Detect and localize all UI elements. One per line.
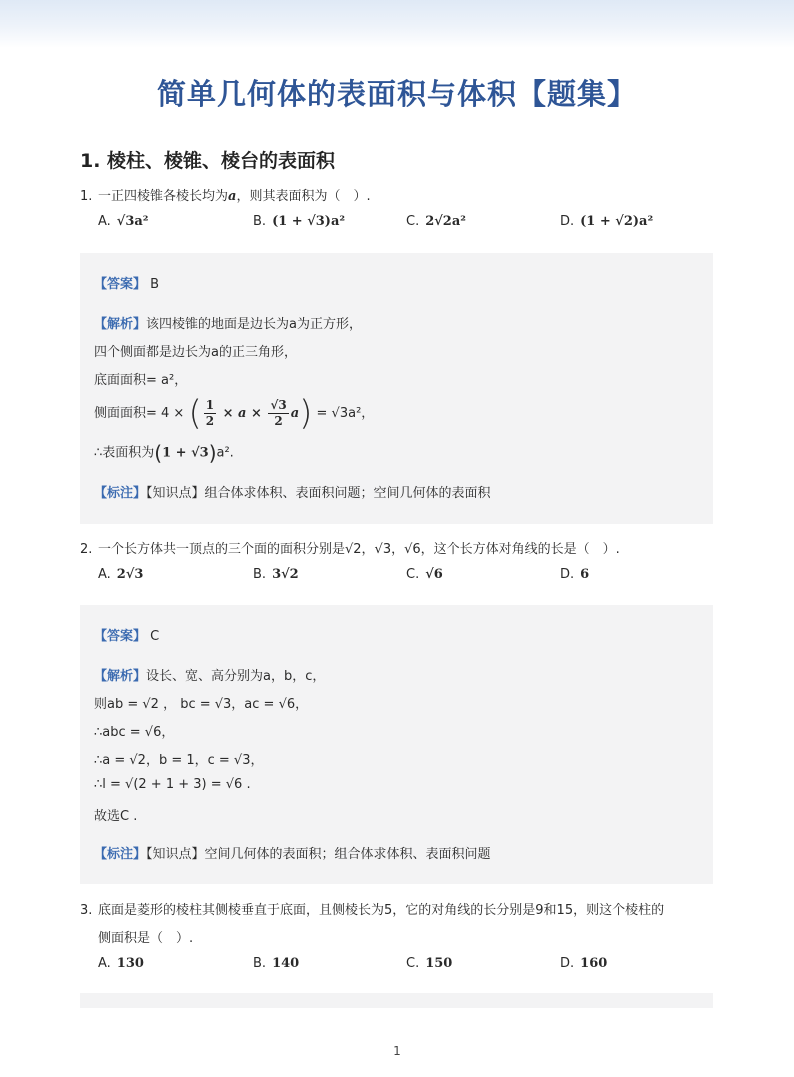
option-a[interactable]: A. 130 xyxy=(98,956,144,971)
option-c[interactable]: C. 150 xyxy=(406,956,453,971)
analysis-line: ∴l = √(2 + 1 + 3) = √6 . xyxy=(94,777,251,792)
analysis-line: 则ab = √2 ， bc = √3，ac = √6， xyxy=(94,697,309,712)
fraction-one-half: $\frac{1}{2}$ xyxy=(205,398,215,428)
note-line: 【标注】【知识点】组合体求体积、表面积问题；空间几何体的表面积 xyxy=(94,486,491,501)
answer-box-2 xyxy=(80,605,713,884)
option-a[interactable]: A. 2√3 xyxy=(98,567,144,582)
page-number: 1 xyxy=(393,1044,401,1058)
question-3-stem: 3. 底面是菱形的棱柱其侧棱垂直于底面，且侧棱长为5，它的对角线的长分别是9和15，则这个棱柱的 xyxy=(80,898,664,924)
analysis-line: 故选C . xyxy=(94,809,138,824)
option-d[interactable]: D. 160 xyxy=(560,956,608,971)
page-header-band xyxy=(0,0,794,48)
question-1-options xyxy=(98,214,718,238)
option-c[interactable]: C. 2√2a² xyxy=(406,214,466,229)
option-a[interactable]: A. √3a² xyxy=(98,214,149,229)
analysis-line: 底面面积= a²， xyxy=(94,373,188,388)
question-2-stem: 2. 一个长方体共一顶点的三个面的面积分别是√2，√3，√6，这个长方体对角线的长是（ ）. xyxy=(80,537,620,563)
analysis-formula-side-area: 侧面面积= 4 × ( $\frac{1}{2}$ × a × $\frac{√3}{2}$ a) = √3a²， xyxy=(94,393,375,434)
analysis-line: ∴abc = √6， xyxy=(94,725,175,740)
analysis-line: ∴a = √2，b = 1，c = √3， xyxy=(94,753,264,768)
question-3-options xyxy=(98,956,718,980)
right-paren: ) xyxy=(299,393,313,434)
analysis-line: 四个侧面都是边长为a的正三角形， xyxy=(94,345,297,360)
section-title: 1. 棱柱、棱锥、棱台的表面积 xyxy=(80,150,336,172)
question-number: 1. xyxy=(80,189,93,204)
analysis-line: 【解析】设长、宽、高分别为a，b，c， xyxy=(94,669,326,684)
answer-line: 【答案】 B xyxy=(94,277,160,292)
analysis-line: 【解析】该四棱锥的地面是边长为a为正方形， xyxy=(94,317,362,332)
answer-box-3 xyxy=(80,993,713,1008)
option-d[interactable]: D. 6 xyxy=(560,567,590,582)
question-number: 3. xyxy=(80,903,93,918)
question-number: 2. xyxy=(80,542,93,557)
question-1-stem: 1. 一正四棱锥各棱长均为a，则其表面积为（ ）. xyxy=(80,184,371,210)
fraction-sqrt3-over-2: $\frac{√3}{2}$ xyxy=(270,398,287,428)
option-c[interactable]: C. √6 xyxy=(406,567,443,582)
answer-line: 【答案】 C xyxy=(94,629,160,644)
option-d[interactable]: D. (1 + √2)a² xyxy=(560,214,654,229)
option-b[interactable]: B. 140 xyxy=(253,956,300,971)
page-title: 简单几何体的表面积与体积【题集】 xyxy=(156,77,637,111)
question-2-options xyxy=(98,567,718,591)
note-line: 【标注】【知识点】空间几何体的表面积；组合体求体积、表面积问题 xyxy=(94,847,491,862)
question-3-stem-cont: 侧面积是（ ）. xyxy=(98,931,194,946)
option-b[interactable]: B. 3√2 xyxy=(253,567,299,582)
analysis-total-area: ∴表面积为(1 + √3)a². xyxy=(94,441,234,465)
option-b[interactable]: B. (1 + √3)a² xyxy=(253,214,346,229)
left-paren: ( xyxy=(188,393,202,434)
answer-box-1 xyxy=(80,253,713,524)
